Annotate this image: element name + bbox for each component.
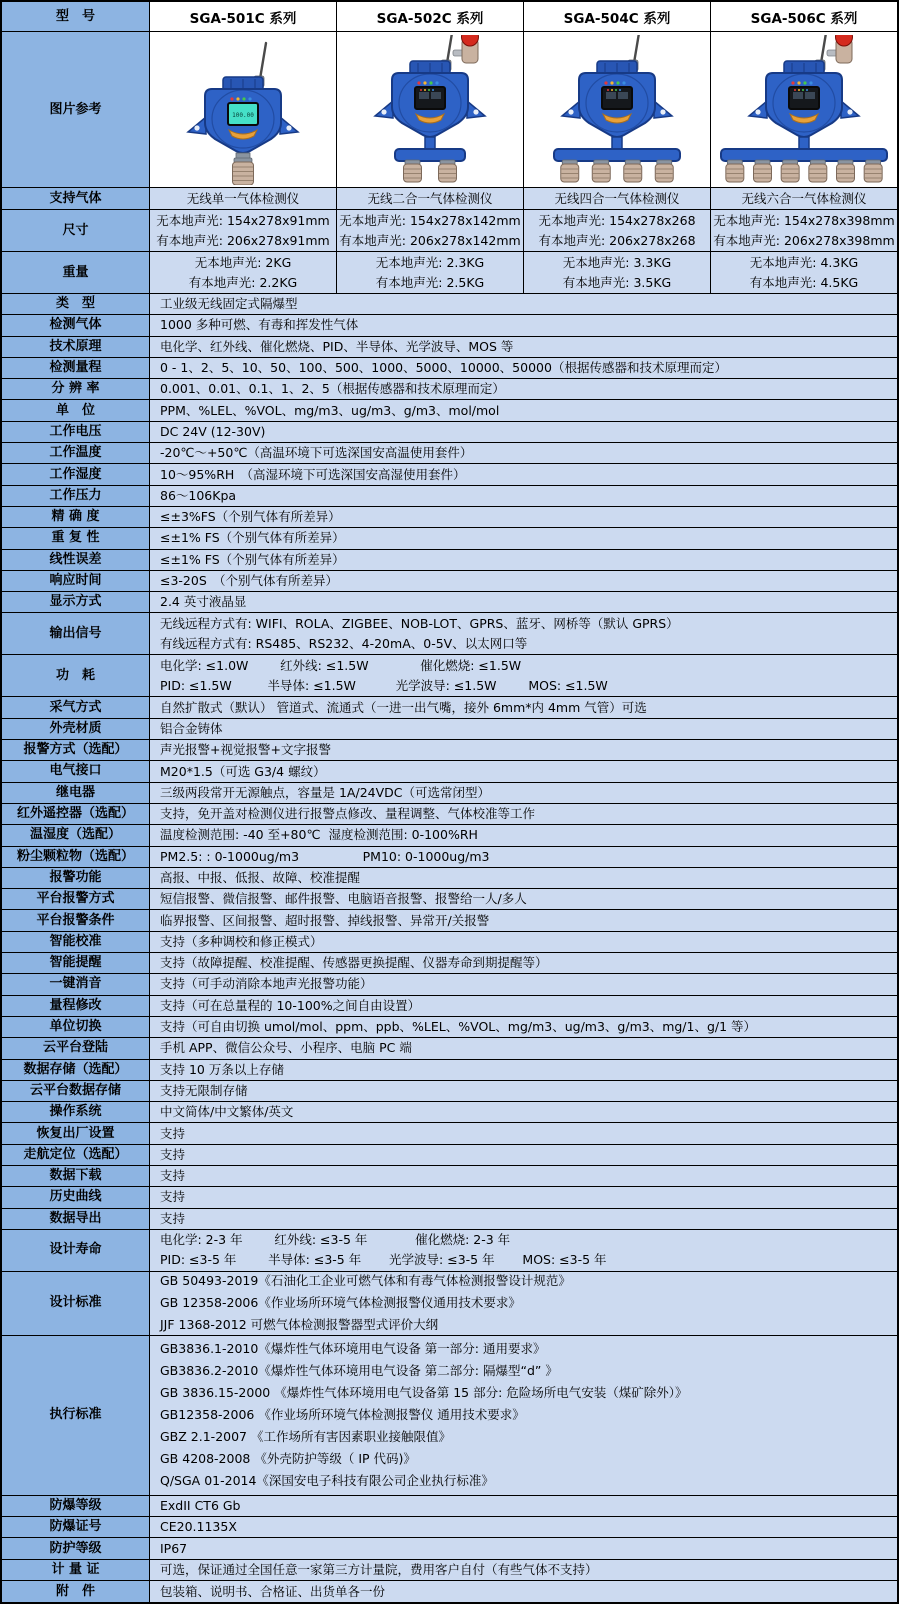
spec-value — [150, 1145, 897, 1165]
spec-row — [2, 804, 897, 825]
spec-row — [2, 761, 897, 782]
spec-label: 线性误差 — [2, 550, 150, 570]
model-name-sga-506c: SGA-506C 系列 — [711, 2, 897, 31]
spec-value-line: 0 - 1、2、5、10、50、100、500、1000、5000、10000、50000（根据传感器和技术原理而定） — [160, 360, 727, 376]
spec-row — [2, 1123, 897, 1144]
spec-value-line: ≤±1% FS（个别气体有所差异） — [160, 530, 345, 546]
spec-label: 重 复 性 — [2, 528, 150, 548]
spec-label: 工作温度 — [2, 443, 150, 463]
spec-value-line: DC 24V (12-30V) — [160, 423, 266, 439]
spec-value-line: 1000 多种可燃、有毒和挥发性气体 — [160, 317, 359, 333]
spec-value-line: PM2.5: : 0-1000ug/m3 PM10: 0-1000ug/m3 — [160, 848, 490, 864]
spec-value-line: 2.4 英寸液晶显 — [160, 594, 247, 610]
spec-value-line: M20*1.5（可选 G3/4 螺纹） — [160, 763, 326, 779]
spec-value-line: 0.001、0.01、0.1、1、2、5（根据传感器和技术原理而定） — [160, 381, 505, 397]
spec-label: 智能校准 — [2, 932, 150, 952]
weight-value: 无本地声光: 4.3KG 有本地声光: 4.5KG — [711, 252, 897, 293]
spec-row — [2, 443, 897, 464]
spec-value — [150, 337, 897, 357]
supported-gas-row — [2, 188, 897, 210]
spec-value — [150, 1187, 897, 1207]
spec-row — [2, 783, 897, 804]
spec-label: 显示方式 — [2, 592, 150, 612]
spec-value-line: 高报、中报、低报、故障、校准提醒 — [160, 869, 361, 885]
spec-label: 类 型 — [2, 294, 150, 314]
spec-value — [150, 825, 897, 845]
spec-value — [150, 783, 897, 803]
spec-value-line: -20℃～+50℃（高温环境下可选深国安高温使用套件） — [160, 445, 473, 461]
spec-value-line: 支持 10 万条以上存储 — [160, 1061, 284, 1077]
spec-value — [150, 655, 897, 696]
spec-value-line: Q/SGA 01-2014《深国安电子科技有限公司企业执行标准》 — [160, 1473, 494, 1489]
spec-label: 设计寿命 — [2, 1230, 150, 1271]
spec-row — [2, 932, 897, 953]
spec-value — [150, 315, 897, 335]
spec-value-line: 三级两段常开无源触点，容量是 1A/24VDC（可选常闭型） — [160, 784, 490, 800]
weight-label: 重量 — [2, 252, 150, 293]
spec-row — [2, 1187, 897, 1208]
spec-value — [150, 379, 897, 399]
spec-value-line: 短信报警、微信报警、邮件报警、电脑语音报警、报警给一人/多人 — [160, 891, 527, 907]
spec-value-line: 支持 — [160, 1189, 186, 1205]
spec-value — [150, 443, 897, 463]
spec-label: 恢复出厂设置 — [2, 1123, 150, 1143]
spec-row — [2, 592, 897, 613]
spec-row — [2, 847, 897, 868]
spec-value — [150, 486, 897, 506]
supported-gas-label: 支持气体 — [2, 188, 150, 209]
spec-value-line: 支持 — [160, 1168, 186, 1184]
spec-row — [2, 697, 897, 718]
spec-row — [2, 996, 897, 1017]
spec-value-line: 支持（可自由切换 umol/mol、ppm、ppb、%LEL、%VOL、mg/m3、ug/m3、g/m3、mg/1、g/1 等） — [160, 1019, 757, 1035]
spec-row — [2, 1538, 897, 1559]
spec-value-line: PPM、%LEL、%VOL、mg/m3、ug/m3、g/m3、mol/mol — [160, 402, 500, 418]
spec-value-line: 支持，免开盖对检测仪进行报警点修改、量程调整、气体校准等工作 — [160, 806, 536, 822]
spec-label: 防护等级 — [2, 1538, 150, 1558]
model-name-sga-501c: SGA-501C 系列 — [150, 2, 337, 31]
spec-value-line: GBZ 2.1-2007 《工作场所有害因素职业接触限值》 — [160, 1429, 451, 1445]
spec-value — [150, 1538, 897, 1558]
spec-value — [150, 804, 897, 824]
spec-value — [150, 1560, 897, 1580]
spec-value-line: GB3836.2-2010《爆炸性气体环境用电气设备 第二部分: 隔爆型“d” 》 — [160, 1363, 558, 1379]
spec-row — [2, 422, 897, 443]
spec-value-line: 电化学: 2-3 年 红外线: ≤3-5 年 催化燃烧: 2-3 年 — [160, 1232, 511, 1248]
spec-value-line: 支持（多种调校和修正模式） — [160, 933, 323, 949]
gas-detector-illustration — [337, 35, 524, 185]
spec-value — [150, 1496, 897, 1516]
spec-label: 设计标准 — [2, 1272, 150, 1335]
spec-value — [150, 974, 897, 994]
spec-value-line: 电化学: ≤1.0W 红外线: ≤1.5W 催化燃烧: ≤1.5W — [160, 657, 522, 673]
spec-row — [2, 1496, 897, 1517]
spec-value-line: 温度检测范围: -40 至+80℃ 湿度检测范围: 0-100%RH — [160, 827, 478, 843]
spec-value-line: GB3836.1-2010《爆炸性气体环境用电气设备 第一部分: 通用要求》 — [160, 1341, 546, 1357]
spec-value — [150, 868, 897, 888]
spec-value-line: PID: ≤1.5W 半导体: ≤1.5W 光学波导: ≤1.5W MOS: ≤1.5W — [160, 677, 608, 693]
spec-value-line: IP67 — [160, 1540, 188, 1556]
spec-label: 报警功能 — [2, 868, 150, 888]
spec-value-line: ≤±1% FS（个别气体有所差异） — [160, 551, 345, 567]
spec-row — [2, 294, 897, 315]
spec-value-line: 包装箱、说明书、合格证、出货单各一份 — [160, 1583, 386, 1599]
spec-value-line: 工业级无线固定式隔爆型 — [160, 296, 298, 312]
spec-value — [150, 910, 897, 930]
spec-value-line: 支持 — [160, 1210, 186, 1226]
size-label: 尺寸 — [2, 210, 150, 251]
spec-label: 防爆证号 — [2, 1517, 150, 1537]
spec-label: 粉尘颗粒物（选配） — [2, 847, 150, 867]
spec-label: 数据存储（选配） — [2, 1060, 150, 1080]
spec-row — [2, 337, 897, 358]
gas-detector-illustration — [524, 35, 711, 185]
spec-row — [2, 1517, 897, 1538]
spec-value — [150, 1209, 897, 1229]
spec-value-line: ExdII CT6 Gb — [160, 1498, 241, 1514]
spec-value — [150, 697, 897, 717]
spec-label: 附 件 — [2, 1581, 150, 1602]
spec-label: 输出信号 — [2, 613, 150, 654]
spec-label: 技术原理 — [2, 337, 150, 357]
supported-gas-value: 无线单一气体检测仪 — [150, 188, 337, 209]
spec-row — [2, 1145, 897, 1166]
spec-row — [2, 1272, 897, 1336]
spec-value — [150, 719, 897, 739]
device-image-sga-502c — [337, 32, 524, 187]
spec-value-line: 10～95%RH （高湿环境下可选深国安高湿使用套件） — [160, 466, 466, 482]
spec-row — [2, 719, 897, 740]
table-header-row — [2, 2, 897, 32]
spec-value — [150, 953, 897, 973]
spec-label: 工作压力 — [2, 486, 150, 506]
spec-value — [150, 1123, 897, 1143]
spec-value — [150, 761, 897, 781]
spec-value — [150, 889, 897, 909]
supported-gas-value: 无线六合一气体检测仪 — [711, 188, 897, 209]
image-reference-row — [2, 32, 897, 188]
header-model-label: 型 号 — [2, 2, 150, 31]
spec-label: 工作湿度 — [2, 464, 150, 484]
spec-value — [150, 847, 897, 867]
spec-value — [150, 1336, 897, 1495]
spec-label: 单位切换 — [2, 1017, 150, 1037]
spec-value-line: CE20.1135X — [160, 1519, 237, 1535]
spec-value — [150, 550, 897, 570]
spec-value — [150, 1272, 897, 1335]
spec-row — [2, 1581, 897, 1602]
device-image-sga-501c — [150, 32, 337, 187]
spec-label: 平台报警条件 — [2, 910, 150, 930]
spec-row — [2, 613, 897, 655]
spec-value-line: PID: ≤3-5 年 半导体: ≤3-5 年 光学波导: ≤3-5 年 MOS: ≤3-5 年 — [160, 1252, 607, 1268]
spec-value-line: GB 12358-2006《作业场所环境气体检测报警仪通用技术要求》 — [160, 1295, 521, 1311]
spec-value — [150, 1166, 897, 1186]
supported-gas-value: 无线二合一气体检测仪 — [337, 188, 524, 209]
spec-label: 平台报警方式 — [2, 889, 150, 909]
spec-value-line: 中文简体/中文繁体/英文 — [160, 1104, 294, 1120]
spec-row — [2, 1102, 897, 1123]
spec-value-line: 电化学、红外线、催化燃烧、PID、半导体、光学波导、MOS 等 — [160, 338, 514, 354]
spec-value-line: GB 4208-2008 《外壳防护等级（ IP 代码)》 — [160, 1451, 416, 1467]
spec-value — [150, 400, 897, 420]
spec-label: 执行标准 — [2, 1336, 150, 1495]
svg-text:100.00: 100.00 — [232, 111, 254, 119]
spec-value — [150, 294, 897, 314]
spec-value-line: 自然扩散式（默认） 管道式、流通式（一进一出气嘴，接外 6mm*内 4mm 气管）可选 — [160, 699, 647, 715]
spec-row — [2, 550, 897, 571]
spec-value-line: 支持（可手动消除本地声光报警功能） — [160, 976, 373, 992]
spec-label: 工作电压 — [2, 422, 150, 442]
spec-label: 功 耗 — [2, 655, 150, 696]
spec-value-line: 手机 APP、微信公众号、小程序、电脑 PC 端 — [160, 1040, 412, 1056]
spec-row — [2, 825, 897, 846]
spec-row — [2, 889, 897, 910]
spec-value — [150, 571, 897, 591]
spec-row — [2, 486, 897, 507]
spec-label: 检测气体 — [2, 315, 150, 335]
spec-value — [150, 592, 897, 612]
spec-label: 响应时间 — [2, 571, 150, 591]
spec-label: 云平台数据存储 — [2, 1081, 150, 1101]
spec-row — [2, 528, 897, 549]
spec-value-line: 86～106Kpa — [160, 487, 237, 503]
spec-value — [150, 1081, 897, 1101]
spec-row — [2, 507, 897, 528]
spec-value-line: 有线远程方式有: RS485、RS232、4-20mA、0-5V、以太网口等 — [160, 635, 528, 651]
weight-value: 无本地声光: 3.3KG 有本地声光: 3.5KG — [524, 252, 711, 293]
spec-value — [150, 1230, 897, 1271]
spec-label: 数据导出 — [2, 1209, 150, 1229]
spec-value — [150, 358, 897, 378]
spec-row — [2, 464, 897, 485]
spec-row — [2, 1038, 897, 1059]
spec-value — [150, 464, 897, 484]
spec-label: 智能提醒 — [2, 953, 150, 973]
device-image-sga-506c — [711, 32, 897, 187]
spec-value-line: 铝合金铸体 — [160, 720, 223, 736]
gas-detector-illustration — [150, 35, 337, 185]
spec-row — [2, 1209, 897, 1230]
spec-row — [2, 974, 897, 995]
spec-label: 报警方式（选配） — [2, 740, 150, 760]
spec-row — [2, 1081, 897, 1102]
spec-label: 计 量 证 — [2, 1560, 150, 1580]
spec-label: 红外遥控器（选配） — [2, 804, 150, 824]
spec-value — [150, 528, 897, 548]
spec-value-line: GB 50493-2019《石油化工企业可燃气体和有毒气体检测报警设计规范》 — [160, 1273, 571, 1289]
spec-label: 历史曲线 — [2, 1187, 150, 1207]
spec-label: 单 位 — [2, 400, 150, 420]
spec-value — [150, 1038, 897, 1058]
spec-value-line: JJF 1368-2012 可燃气体检测报警器型式评价大纲 — [160, 1317, 439, 1333]
spec-value-line: GB12358-2006 《作业场所环境气体检测报警仪 通用技术要求》 — [160, 1407, 525, 1423]
spec-value — [150, 1017, 897, 1037]
spec-value-line: 支持（故障提醒、校准提醒、传感器更换提醒、仪器寿命到期提醒等） — [160, 955, 548, 971]
spec-label: 走航定位（选配） — [2, 1145, 150, 1165]
spec-row — [2, 868, 897, 889]
spec-label: 温湿度（选配） — [2, 825, 150, 845]
spec-value-line: 临界报警、区间报警、超时报警、掉线报警、异常开/关报警 — [160, 912, 490, 928]
size-row — [2, 210, 897, 252]
spec-row — [2, 400, 897, 421]
spec-value-line: 可选，保证通过全国任意一家第三方计量院，费用客户自付（有些气体不支持） — [160, 1561, 598, 1577]
spec-value — [150, 1060, 897, 1080]
spec-value-line: 无线远程方式有: WIFI、ROLA、ZIGBEE、NOB-LOT、GPRS、蓝牙、网桥等（默认 GPRS） — [160, 615, 679, 631]
spec-value — [150, 1102, 897, 1122]
spec-value — [150, 507, 897, 527]
spec-row — [2, 1166, 897, 1187]
spec-value-line: 支持（可在总量程的 10-100%之间自由设置） — [160, 997, 421, 1013]
spec-row — [2, 1336, 897, 1496]
weight-row — [2, 252, 897, 294]
spec-row — [2, 655, 897, 697]
size-value: 无本地声光: 154x278x91mm 有本地声光: 206x278x91mm — [150, 210, 337, 251]
spec-value — [150, 740, 897, 760]
device-image-sga-504c — [524, 32, 711, 187]
image-row-label: 图片参考 — [2, 32, 150, 187]
spec-value-line: 声光报警+视觉报警+文字报警 — [160, 742, 331, 758]
spec-row — [2, 953, 897, 974]
spec-label: 分 辨 率 — [2, 379, 150, 399]
spec-label: 云平台登陆 — [2, 1038, 150, 1058]
spec-value-line: GB 3836.15-2000 《爆炸性气体环境用电气设备第 15 部分: 危险场所电气安装（煤矿除外）》 — [160, 1385, 688, 1401]
spec-label: 精 确 度 — [2, 507, 150, 527]
spec-value — [150, 1517, 897, 1537]
spec-label: 量程修改 — [2, 996, 150, 1016]
spec-label: 电气接口 — [2, 761, 150, 781]
spec-row — [2, 379, 897, 400]
spec-value-line: 支持无限制存储 — [160, 1082, 248, 1098]
size-value: 无本地声光: 154x278x398mm 有本地声光: 206x278x398mm — [711, 210, 897, 251]
spec-value-line: ≤±3%FS（个别气体有所差异） — [160, 509, 341, 525]
spec-row — [2, 358, 897, 379]
spec-value — [150, 932, 897, 952]
gas-detector-illustration — [711, 35, 897, 185]
spec-row — [2, 315, 897, 336]
spec-row — [2, 910, 897, 931]
spec-label: 检测量程 — [2, 358, 150, 378]
spec-label: 一键消音 — [2, 974, 150, 994]
spec-row — [2, 571, 897, 592]
weight-value: 无本地声光: 2KG 有本地声光: 2.2KG — [150, 252, 337, 293]
spec-value — [150, 613, 897, 654]
size-value: 无本地声光: 154x278x268 有本地声光: 206x278x268 — [524, 210, 711, 251]
size-value: 无本地声光: 154x278x142mm 有本地声光: 206x278x142mm — [337, 210, 524, 251]
spec-label: 采气方式 — [2, 697, 150, 717]
spec-value — [150, 422, 897, 442]
spec-label: 外壳材质 — [2, 719, 150, 739]
spec-label: 防爆等级 — [2, 1496, 150, 1516]
spec-value-line: 支持 — [160, 1125, 186, 1141]
spec-label: 操作系统 — [2, 1102, 150, 1122]
spec-label: 数据下载 — [2, 1166, 150, 1186]
spec-row — [2, 1230, 897, 1272]
spec-value-line: 支持 — [160, 1146, 186, 1162]
spec-row — [2, 1060, 897, 1081]
spec-row — [2, 740, 897, 761]
model-name-sga-504c: SGA-504C 系列 — [524, 2, 711, 31]
spec-value-line: ≤3-20S （个别气体有所差异） — [160, 573, 339, 589]
model-name-sga-502c: SGA-502C 系列 — [337, 2, 524, 31]
spec-label: 继电器 — [2, 783, 150, 803]
spec-value — [150, 996, 897, 1016]
weight-value: 无本地声光: 2.3KG 有本地声光: 2.5KG — [337, 252, 524, 293]
spec-value — [150, 1581, 897, 1602]
supported-gas-value: 无线四合一气体检测仪 — [524, 188, 711, 209]
spec-row — [2, 1560, 897, 1581]
spec-row — [2, 1017, 897, 1038]
